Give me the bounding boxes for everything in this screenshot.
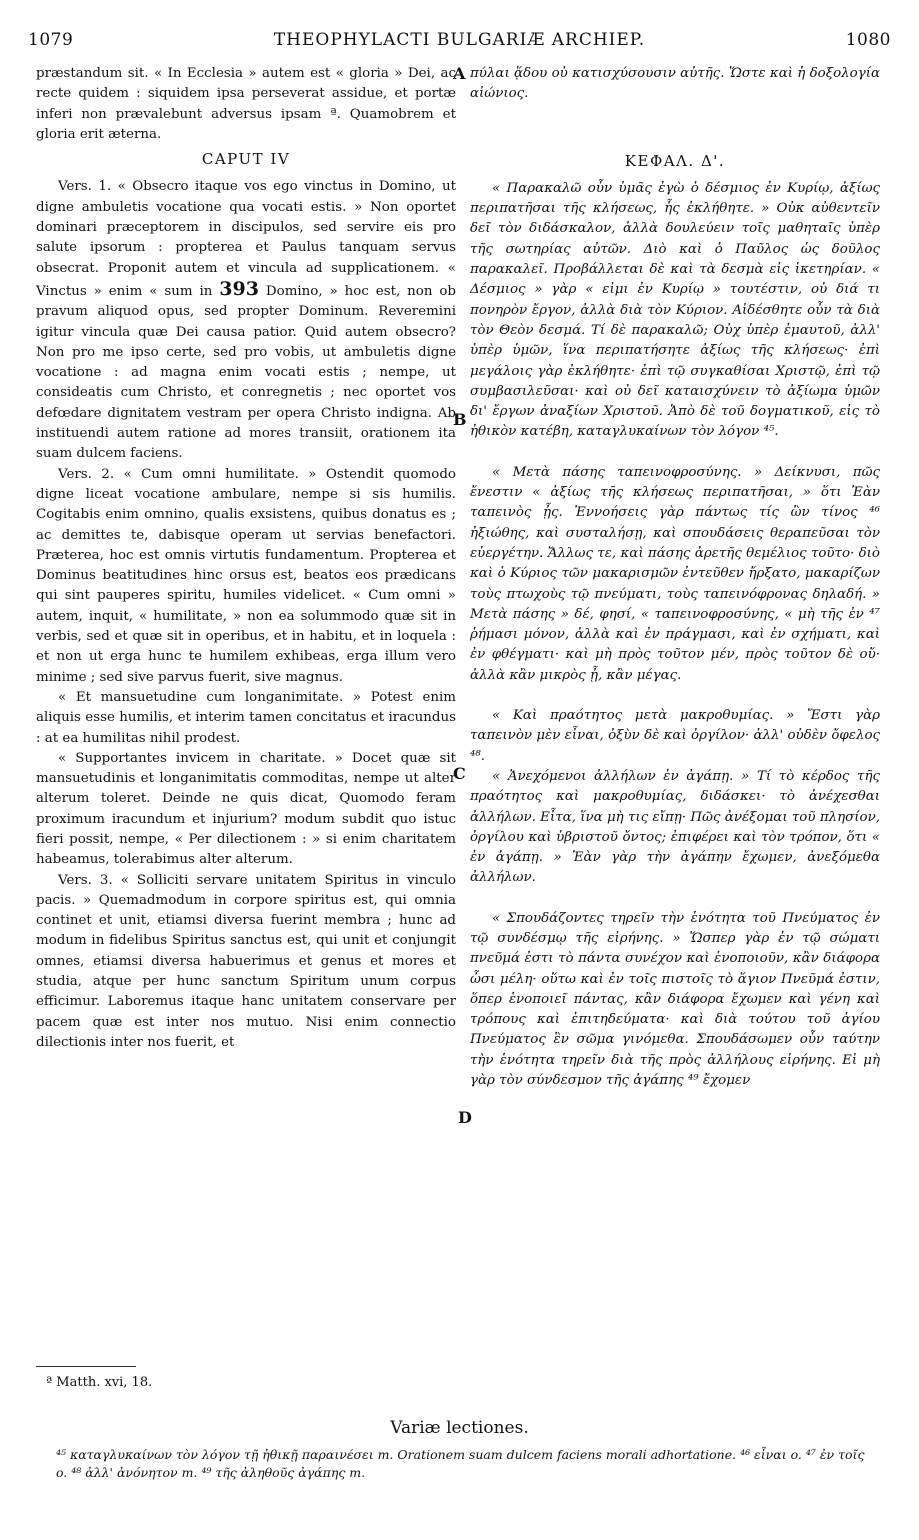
footnote: ª Matth. xvi, 18. bbox=[46, 1375, 153, 1390]
marker-a: A bbox=[453, 64, 466, 83]
latin-paragraph-5: Vers. 3. « Solliciti servare unitatem Spiritus in vinculo pacis. » Quemadmodum in corpore spiritus est, qui omnia continet et unit, etiamsi diversa fuerint membra ; hunc ad modum in fidelibus Spiritus sanctus est, qui unit et conjungit omnes, etiamsi diversa habuerimus et genus et mores et studia, atque per hunc sanctum Spiritum unum corpus efficimur. Laboremus itaque hanc unitatem conservare per pacem quæ est inter nos mutuo. Nisi enim connectio dilectionis inter nos fuerit, et bbox=[36, 872, 456, 1050]
latin-paragraph-1 bbox=[36, 177, 456, 464]
latin-intro: præstandum sit. « In Ecclesia » autem est « gloria » Dei, ac recte quidem : siquidem ipsa perseverat assidue, et portæ inferi non prævalebunt adversus ipsam ª. Quamobrem et gloria erit æterna. bbox=[36, 66, 456, 142]
latin-paragraph-3: « Et mansuetudine cum longanimitate. » Potest enim aliquis esse humilis, et interim tamen concitatus et iracundus : at ea humilitas nihil prodest. bbox=[36, 689, 456, 746]
running-head bbox=[28, 30, 891, 56]
greek-paragraph-1: « Παρακαλῶ οὖν ὑμᾶς ἐγὼ ὁ δέσμιος ἐν Κυρίῳ, ἀξίως περιπατῆσαι τῆς κλήσεως, ἧς ἐκλήθητε. » Οὐκ αὐθεντεῖν δεῖ τὸν διδάσκαλον, ἀλλὰ δουλεύειν τοῖς μαθηταῖς ὑπὲρ τῆς σωτηρίας αὐτῶν. Διὸ καὶ ὁ Παῦλος ὡς δοῦλος παρακαλεῖ. Προβάλλεται δὲ καὶ τὰ δεσμὰ εἰς ἱκετηρίαν. « Δέσμιος » γὰρ « εἰμι ἐν Κυρίῳ » τουτέστιν, οὐ διά τι πονηρὸν ἔργον, ἀλλὰ διὰ τὸν Κύριον. Αἰδέσθητε οὖν τὰ διὰ τὸν Θεὸν δεσμά. Τί δὲ παρακαλῶ; Οὐχ ὑπὲρ ἐμαυτοῦ, ἀλλ' ὑπὲρ ὑμῶν, ἵνα περιπατήσητε ἀξίως τῆς κλήσεως· ἐπὶ μεγάλοις γὰρ ἐκλήθητε· ἐπὶ τῷ συγκαθίσαι Χριστῷ, ἐπὶ τῷ συμβασιλεῦσαι· καὶ οὐ δεῖ καταισχύνειν τὸ ἀξίωμα ὑμῶν δι' ἔργων ἀναξίων Χριστοῦ. Ἀπὸ δὲ τοῦ δογματικοῦ, εἰς τὸ ἠθικὸν κατέβη, καταγλυκαίνων τὸν λόγον ⁴⁵. bbox=[470, 180, 880, 440]
marker-b: B bbox=[453, 410, 467, 429]
page-number-left: 1079 bbox=[28, 30, 74, 50]
greek-paragraph-3: « Καὶ πραότητος μετὰ μακροθυμίας. » Ἔστι γὰρ ταπεινὸν μὲν εἶναι, ὀξὺν δὲ καὶ ὀργίλον· ἀλλ' οὐδὲν ὄφελος ⁴⁸. bbox=[470, 708, 880, 764]
marker-d: D bbox=[458, 1108, 472, 1127]
greek-paragraph-2: « Μετὰ πάσης ταπεινοφροσύνης. » Δείκνυσι, πῶς ἔνεστιν « ἀξίως τῆς κλήσεως περιπατῆσαι, » ὅτι Ἐὰν ταπεινὸς ᾖς. Ἐννοήσεις γὰρ πάντως τίς ὢν τίνος ⁴⁶ ἠξιώθης, καὶ συσταλήσῃ, καὶ σπουδάσεις θεραπεῦσαι τὸν εὐεργέτην. Ἄλλως τε, καὶ πάσης ἀρετῆς θεμέλιος τοῦτο· διὸ καὶ ὁ Κύριος τῶν μακαρισμῶν ἐντεῦθεν ἤρξατο, μακαρίζων τοὺς πτωχοὺς τῷ πνεύματι, τοὺς ταπεινόφρονας δηλαδή. » Μετὰ πάσης » δέ, φησί, « ταπεινοφροσύνης, « μὴ τῆς ἐν ⁴⁷ ῥήμασι μόνον, ἀλλὰ καὶ ἐν πράγμασι, καὶ ἐν σχήματι, καὶ ἐν φθέγματι· καὶ μὴ πρὸς τοῦτον μέν, πρὸς τοῦτον δὲ οὔ· ἀλλὰ κἂν μικρὸς ᾖ, κἂν μέγας. bbox=[470, 464, 880, 683]
greek-column bbox=[470, 64, 880, 1091]
latin-paragraph-1-a: Vers. 1. « Obsecro itaque vos ego vinctus in Domino, ut digne ambuletis vocatione qua vocati estis. » Non oportet dominari præceptorem in discipulos, sed servire eis pro salute ipsorum : propterea et Paulus tanquam servus obsecrat. Proponit autem et vincula ad supplicationem. « Vinctus » enim « sum in bbox=[36, 179, 456, 299]
greek-paragraph-4: « Ἀνεχόμενοι ἀλλήλων ἐν ἀγάπῃ. » Τί τὸ κέρδος τῆς πραότητος καὶ μακροθυμίας, διδάσκει· τὸ ἀνέχεσθαι ἀλλήλων. Εἶτα, ἵνα μὴ τις εἴπῃ· Πῶς ἀνέξομαι τοῦ πλησίον, ὀργίλου καὶ ὑβριστοῦ ὄντος; ἐπιφέρει καὶ τὸν τρόπον, ὅτι « ἐν ἀγάπῃ. » Ἐὰν γὰρ τὴν ἀγάπην ἔχωμεν, ἀνεξόμεθα ἀλλήλων. bbox=[470, 768, 880, 886]
latin-column bbox=[36, 64, 456, 1053]
latin-paragraph-1-b: Domino, » hoc est, non ob pravum aliquod opus, sed propter Dominum. Reveremini igitur vincula quæ Dei causa patior. Quid autem obsecro? Non pro me ipso certe, sed pro vobis, ut ambuletis digne vocatione : ad magna enim vocati estis ; nempe, ut consideatis cum Christo, et conregnetis ; nec oportet vos defœdare dignitatem vestram per opera Christo indigna. Ab instituendi autem ratione ad mores transiit, orationem ita suam dulcem faciens. bbox=[36, 283, 457, 462]
page-number-right: 1080 bbox=[845, 30, 891, 50]
greek-intro: πύλαι ᾅδου οὐ κατισχύσουσιν αὐτῆς. Ὥστε καὶ ἡ δοξολογία αἰώνιος. bbox=[470, 66, 880, 102]
column-number: 393 bbox=[219, 277, 259, 300]
variant-readings-text: ⁴⁵ καταγλυκαίνων τὸν λόγον τῇ ἠθικῇ παραινέσει m. Orationem suam dulcem faciens morali adhortatione. ⁴⁶ εἶναι o. ⁴⁷ ἐν τοῖς o. ⁴⁸ ἀλλ' ἀνόνητον m. ⁴⁹ τῆς ἀληθοῦς ἀγάπης m. bbox=[56, 1447, 865, 1480]
footnote-rule bbox=[36, 1366, 136, 1367]
latin-paragraph-2: Vers. 2. « Cum omni humilitate. » Ostendit quomodo digne liceat vocatione ambulare, nempe si sis humilis. Cogitabis enim omnino, qualis exsistens, quibus donatus es ; ac demittes te, dabisque operam ut servias benefactori. Præterea, hoc est omnis virtutis fundamentum. Propterea et Dominus beatitudines hinc orsus est, beatos eos prædicans qui sint pauperes spiritu, humiles videlicet. « Cum omni » autem, inquit, « humilitate, » non ea solummodo quæ sit in verbis, sed et quæ sit in operibus, et in habitu, et in loquela : et non ut erga hunc te humilem exhibeas, erga illum vero minime ; sed sive parvus fuerit, sive magnus. bbox=[36, 466, 456, 685]
latin-chapter-heading: CAPUT IV bbox=[201, 150, 291, 169]
page-title: THEOPHYLACTI BULGARIÆ ARCHIEP. bbox=[273, 30, 646, 50]
marker-c: C bbox=[453, 764, 466, 783]
latin-paragraph-4: « Supportantes invicem in charitate. » Docet quæ sit mansuetudinis et longanimitatis commoditas, nempe ut alter alterum toleret. Deinde ne quis dicat, Quomodo feram proximum iracundum et injurium? modum subdit quo istuc fieri possit, nempe, « Per dilectionem : » si enim charitatem habeamus, tolerabimus alter alterum. bbox=[36, 750, 456, 868]
variant-readings-title: Variæ lectiones. bbox=[390, 1418, 529, 1438]
greek-chapter-heading: ΚΕΦΑΛ. Δ'. bbox=[624, 151, 726, 170]
greek-paragraph-5: « Σπουδάζοντες τηρεῖν τὴν ἑνότητα τοῦ Πνεύματος ἐν τῷ συνδέσμῳ τῆς εἰρήνης. » Ὥσπερ γὰρ ἐν τῷ σώματι πνεῦμά ἐστι τὸ πάντα συνέχον καὶ ἑνοποιοῦν, κἂν διάφορα ὦσι μέλη· οὕτω καὶ ἐν τοῖς πιστοῖς τὸ ἅγιον Πνεῦμά ἐστιν, ὅπερ ἑνοποιεῖ πάντας, κἂν διάφορα ἔχωμεν καὶ γένη καὶ τρόπους καὶ ἐπιτηδεύματα· καὶ διὰ τούτου τοῦ ἁγίου Πνεύματος ἓν σῶμα γινόμεθα. Σπουδάσωμεν οὖν ταύτην τὴν ἑνότητα τηρεῖν διὰ τῆς πρὸς ἀλλήλους εἰρήνης. Εἰ μὴ γὰρ τὸν σύνδεσμον τῆς ἀγάπης ⁴⁹ ἔχομεν bbox=[470, 910, 880, 1089]
